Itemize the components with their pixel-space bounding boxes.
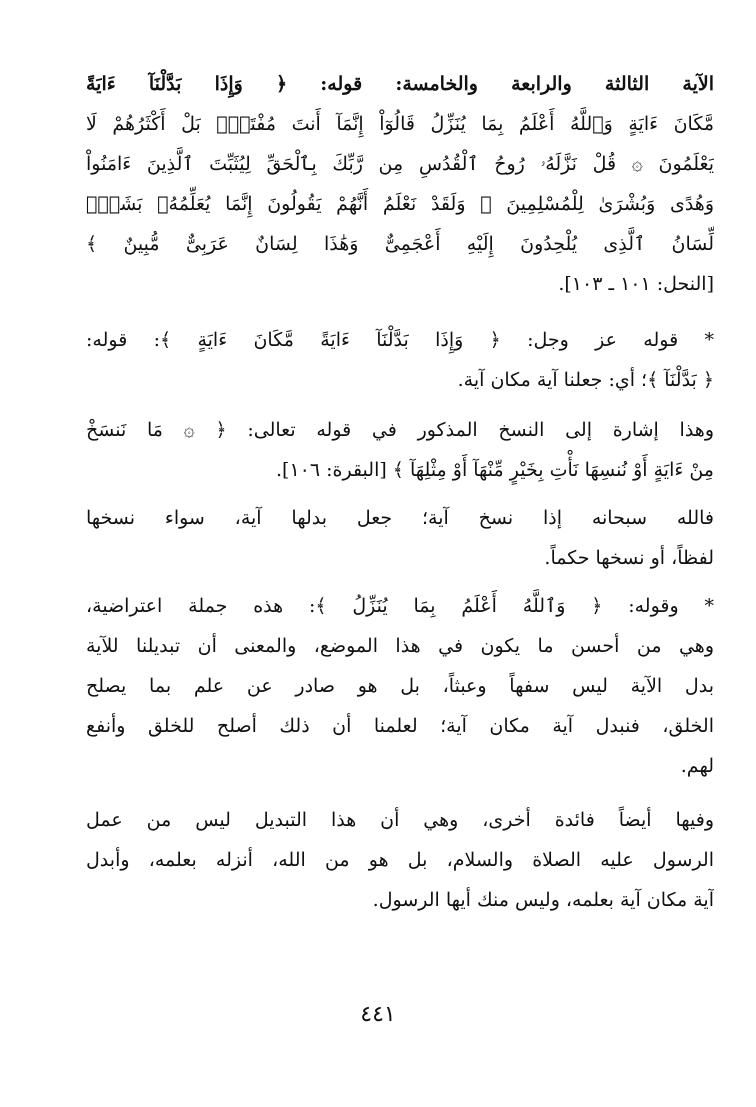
text-line: الخلق، فنبدل آية مكان آية؛ لعلمنا أن ذلك أصلح للخلق وأنفع [86,715,714,737]
text-line: الآية الثالثة والرابعة والخامسة: قوله: ﴿ وَإِذَا بَدَّلْنَآ ءَايَةً [86,73,714,95]
text-line: مَّكَانَ ءَايَةٍ وَٱللَّهُ أَعْلَمُ بِمَا يُنَزِّلُ قَالُوٓاْ إِنَّمَآ أَنتَ مُفْتَرٍۭ بَلْ أَكْثَرُهُمْ لَا [86,113,714,135]
text-line: بدل الآية ليس سفهاً وعبثاً، بل هو صادر عن علم بما يصلح [86,675,714,697]
text-line: وَهُدًى وَبُشْرَىٰ لِلْمُسْلِمِينَ ۞ وَلَقَدْ نَعْلَمُ أَنَّهُمْ يَقُولُونَ إِنَّمَا يُعَلِّمُهُۥ بَشَرٌۗ [86,193,714,215]
text-line: مِنْ ءَايَةٍ أَوْ نُنسِهَا نَأْتِ بِخَيْرٍ مِّنْهَآ أَوْ مِثْلِهَآ ﴾ [البقرة: ١٠٦]. [275,459,714,481]
text-line: وهذا إشارة إلى النسخ المذكور في قوله تعالى: ﴿ ۞ مَا نَنسَخْ [86,419,714,441]
paragraph-verses-heading [86,64,714,304]
text-line: * وقوله: ﴿ وَٱللَّهُ أَعْلَمُ بِمَا يُنَزِّلُ ﴾: هذه جملة اعتراضية، [86,595,714,617]
text-line: فالله سبحانه إذا نسخ آية؛ جعل بدلها آية، سواء نسخها [86,507,714,529]
page-number: ٤٤١ [360,1002,396,1027]
text-line: يَعْلَمُونَ ۞ قُلْ نَزَّلَهُۥ رُوحُ ٱلْقُدُسِ مِن رَّبِّكَ بِٱلْحَقِّ لِيُثَبِّتَ ٱلَّذِينَ ءَامَنُواْ [86,153,714,175]
text-line: آية مكان آية بعلمه، وليس منك أيها الرسول. [372,889,714,911]
text-line: * قوله عز وجل: ﴿ وَإِذَا بَدَّلْنَآ ءَايَةً مَّكَانَ ءَايَةٍ ﴾: قوله: [86,329,714,351]
text-line: لهم. [680,755,714,777]
text-line: الرسول عليه الصلاة والسلام، بل هو من الله، أنزله بعلمه، وأبدل [86,849,714,871]
paragraph-commentary-2 [86,410,714,490]
paragraph-commentary-5 [86,800,714,920]
text-line: [النحل: ١٠١ ـ ١٠٣]. [558,273,714,295]
paragraph-commentary-3 [86,498,714,578]
text-line: وفيها أيضاً فائدة أخرى، وهي أن هذا التبديل ليس من عمل [86,809,714,831]
text-line: ﴿ بَدَّلْنَآ ﴾؛ أي: جعلنا آية مكان آية. [457,369,714,391]
text-line: لِّسَانُ ٱلَّذِى يُلْحِدُونَ إِلَيْهِ أَعْجَمِىٌّ وَهَٰذَا لِسَانٌ عَرَبِىٌّ مُّبِينٌ ﴾ [86,233,714,255]
paragraph-commentary-1 [86,320,714,400]
text-line: وهي من أحسن ما يكون في هذا الموضع، والمعنى أن تبديلنا للآية [86,635,714,657]
paragraph-commentary-4 [86,586,714,786]
text-line: لفظاً، أو نسخها حكماً. [544,547,714,569]
